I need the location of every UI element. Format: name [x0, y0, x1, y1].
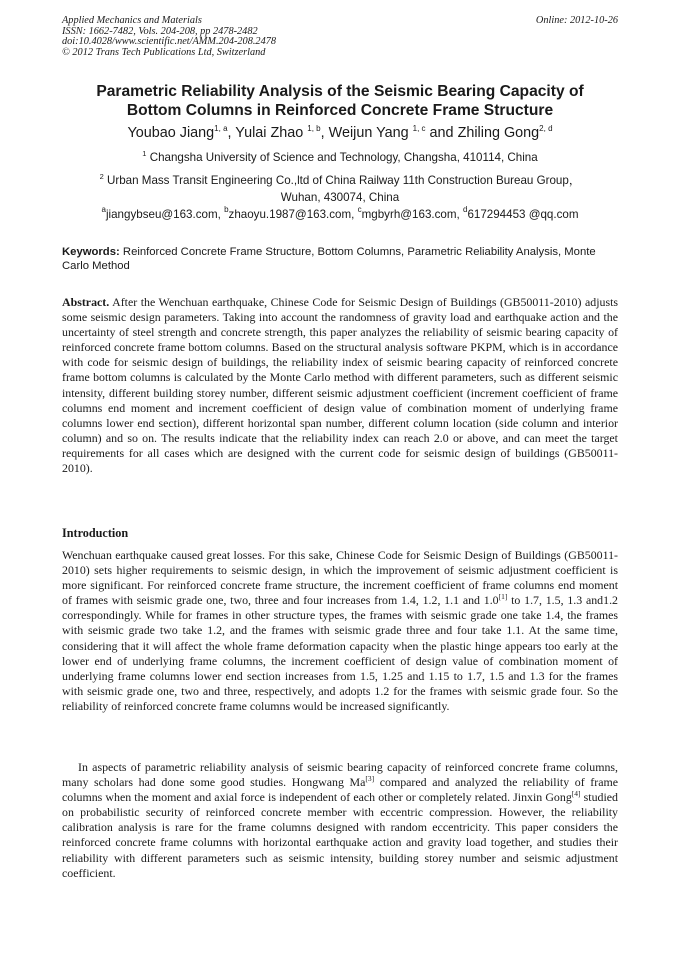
title-line-1: Parametric Reliability Analysis of the Seismic Bearing Capacity of [96, 83, 584, 100]
journal-header [62, 16, 618, 58]
email-address: 617294453 @qq.com [467, 208, 579, 221]
author-name: Yulai Zhao [235, 125, 304, 141]
copyright-line: © 2012 Trans Tech Publications Ltd, Switzerland [62, 46, 266, 58]
author-name: Weijun Yang [328, 125, 409, 141]
affiliation-number: 2 [99, 172, 104, 181]
keywords [62, 246, 618, 273]
keywords-label: Keywords: [62, 246, 120, 258]
author-conjunction: and [429, 125, 454, 141]
abstract-label: Abstract. [62, 295, 110, 309]
paragraph-text: Wenchuan earthquake caused great losses. For this sake, Chinese Code for Seismic Design of Buildings (GB50011-2010) sets higher requirements to seismic design, in which the improvement of seismic adjustment coefficient is more significant. For reinforced concrete frame structure, the increment coefficient of frame columns end moment of frames with seismic grade one, two, three and four increases from 1.4, 1.2, 1.1 and 1.0 [62, 548, 618, 608]
affiliation-2 [62, 172, 618, 206]
keywords-text: Reinforced Concrete Frame Structure, Bottom Columns, Parametric Reliability Analysis, Monte Carlo Method [62, 246, 596, 272]
email-address: jiangybseu@163.com, [105, 208, 221, 221]
citation-ref: [3] [365, 774, 375, 784]
affiliation-1 [62, 149, 618, 166]
author-list: Youbao Jiang$^{1, a}$, Yulai Zhao $^{1, b}$, Weijun Yang $^{1, c}$ and Zhiling Gong$^{2, d}$ [127, 124, 553, 141]
introduction-paragraph-2 [62, 760, 618, 881]
author-affiliation-mark: 1, c [412, 124, 426, 133]
email-mark: c [357, 205, 362, 214]
introduction-paragraph-1 [62, 548, 618, 714]
doi-line: doi:10.4028/www.scientific.net/AMM.204-208.2478 [62, 36, 277, 48]
email-address: mgbyrh@163.com, [361, 208, 460, 221]
abstract [62, 295, 618, 476]
issn-line: ISSN: 1662-7482, Vols. 204-208, pp 2478-2482 [62, 25, 258, 37]
citation-ref: [1] [498, 592, 508, 602]
paragraph-text: to 1.7, 1.5, 1.3 and1.2 correspondingly. While for frames in other structure types, the frames with seismic grade one take 1.4, the frames with seismic grade two take 1.2, and the frames with seismic grade three and four take 1.1. At the same time, considering that it will affect the whole frame deformation capacity when the plastic hinge appears too early at the lower end of underlying frame columns, the increment coefficient of design value of combination moment of underlying frame columns lower end section increases from 1.5, 1.25 and 1.15 to 1.7, 1.5 and 1.3 for the frames with seismic grade one, two and three, respectively, and adopts 1.2 for the frames with seismic grade four. So the reliability of reinforced concrete frame columns would be increased significantly. [62, 593, 618, 713]
paragraph-text: In aspects of parametric reliability analysis of seismic bearing capacity of reinforced concrete frame columns, many scholars had done some good studies. Hongwang Ma [62, 760, 618, 790]
journal-name: Applied Mechanics and Materials [62, 15, 202, 26]
author-name: Youbao Jiang [127, 125, 215, 141]
email-mark: a [101, 205, 106, 214]
affiliation-text-line-2: Wuhan, 430074, China [280, 191, 400, 204]
paragraph-text: studied on probabilistic security of reinforced concrete member with eccentric compression. However, the reliability calibration analysis is rare for the frame columns designed with random eccentricity. This paper considers the reinforced concrete frame columns with horizontal earthquake action and gravity load together, and studies their reliability with different parameters such as seismic intensity, building storey number and seismic adjustment coefficient. [62, 790, 618, 880]
paper-title [62, 82, 618, 120]
author-affiliation-mark: 1, a [214, 124, 228, 133]
paragraph-text: compared and analyzed the reliability of frame columns when the moment and axial force is independent of each other or completely related. Jinxin Gong [62, 775, 618, 805]
title-line-2: Bottom Columns in Reinforced Concrete Frame Structure [126, 102, 554, 119]
affiliation-text: Changsha University of Science and Technology, Changsha, 410114, China [149, 151, 538, 164]
section-heading-introduction: Introduction [62, 526, 129, 540]
citation-ref: [4] [571, 789, 581, 799]
author-affiliation-mark: 2, d [539, 124, 553, 133]
email-address: zhaoyu.1987@163.com, [228, 208, 355, 221]
abstract-text: After the Wenchuan earthquake, Chinese Code for Seismic Design of Buildings (GB50011-2010) adjusts some seismic design parameters. Taking into account the randomness of gravity load and earthquake action and the uncertainty of steel strength and concrete strength, this paper analyzes the reliability of seismic bearing capacity of reinforced concrete frame bottom columns. Based on the structural analysis software PKPM, which is in accordance with code for seismic design of buildings, the reliability index of seismic bearing capacity of reinforced concrete frame bottom columns is calculated by the Monte Carlo method with different parameters, such as different seismic intensity, different building storey number, different seismic adjustment coefficient (increment coefficient of frame columns end moment and increment coefficient of design value of combination moment of underlying frame columns lower end section), different horizontal span number, different column location (side column and interior column) and so on. The results indicate that the reliability index can reach 2.0 or above, and can meet the target requirements for all cases which are designed with the current code for seismic design of buildings (GB50011-2010). [62, 295, 618, 476]
author-affiliation-mark: 1, b [307, 124, 321, 133]
author-name: Zhiling Gong [457, 125, 540, 141]
email-mark: d [462, 205, 468, 214]
affiliation-text: Urban Mass Transit Engineering Co.,ltd of China Railway 11th Construction Bureau Group， [106, 174, 581, 187]
email-mark: b [224, 205, 229, 214]
online-date: Online: 2012-10-26 [535, 15, 618, 26]
email-list [62, 205, 618, 222]
affiliation-number: 1 [142, 149, 147, 158]
